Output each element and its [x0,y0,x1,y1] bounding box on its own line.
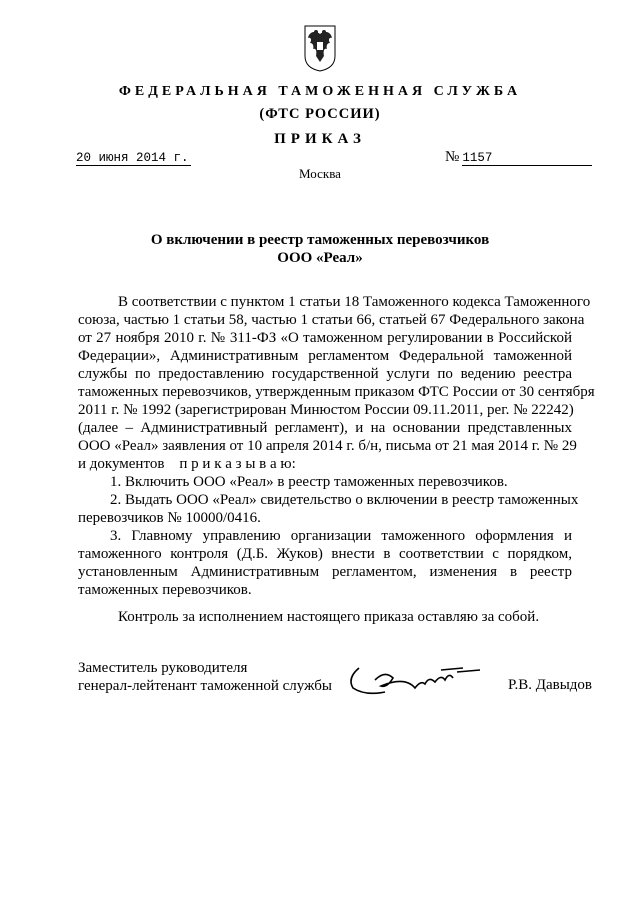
order-date: 20 июня 2014 г. [76,151,191,166]
item-3-cont: установленным Административным регламентом, изменения в реестр [78,564,572,580]
order-title-line: ООО «Реал» [277,250,363,266]
city: Москва [299,166,341,181]
handwritten-signature [345,662,485,702]
text-line: и документов п р и к а з ы в а ю: [78,456,296,472]
text-line: ООО «Реал» заявления от 10 апреля 2014 г. б/н, письма от 21 мая 2014 г. № 29 [78,438,577,454]
text-line: таможенных перевозчиков, утвержденным приказом ФТС России от 30 сентября [78,384,595,400]
text-line: Федерации», Административным регламентом Федеральной таможенной [78,348,572,364]
position-line: генерал-лейтенант таможенной службы [78,678,332,694]
document-type: ПРИКАЗ [274,131,366,147]
item-3-cont: таможенных перевозчиков. [78,582,252,598]
position-line: Заместитель руководителя [78,660,248,676]
agency-short-name: (ФТС РОССИИ) [259,106,381,122]
text-line: от 27 ноября 2010 г. № 311-ФЗ «О таможенном регулировании в Российской [78,330,572,346]
item-1: 1. Включить ООО «Реал» в реестр таможенных перевозчиков. [110,474,508,490]
order-number [445,149,592,166]
signatory-name: Р.В. Давыдов [508,677,592,693]
coat-of-arms-emblem [303,24,337,72]
agency-name: ФЕДЕРАЛЬНАЯ ТАМОЖЕННАЯ СЛУЖБА [118,84,522,99]
item-3: 3. Главному управлению организации таможенного оформления и [110,528,572,544]
control-clause: Контроль за исполнением настоящего приказа оставляю за собой. [118,609,540,625]
order-title-line: О включении в реестр таможенных перевозчиков [150,232,490,248]
item-3-cont: таможенного контроля (Д.Б. Жуков) внести в соответствии с порядком, [78,546,572,562]
number-value: 1157 [462,151,592,166]
preamble-paragraph [78,293,595,599]
number-label: № [445,149,460,165]
text-line: 2011 г. № 1992 (зарегистрирован Минюстом России 09.11.2011, рег. № 22242) [78,402,574,418]
signatory-position [78,659,332,695]
order-title [0,231,640,267]
item-2: 2. Выдать ООО «Реал» свидетельство о включении в реестр таможенных [110,492,579,508]
text-line: службы по предоставлению государственной услуги по ведению реестра [78,366,572,382]
text-line: В соответствии с пунктом 1 статьи 18 Таможенного кодекса Таможенного [118,294,591,310]
text-line: (далее – Административный регламент), и на основании представленных [78,420,572,436]
item-2-cont: перевозчиков № 10000/0416. [78,510,261,526]
text-line: союза, частью 1 статьи 58, частью 1 статьи 66, статьей 67 Федерального закона [78,312,585,328]
